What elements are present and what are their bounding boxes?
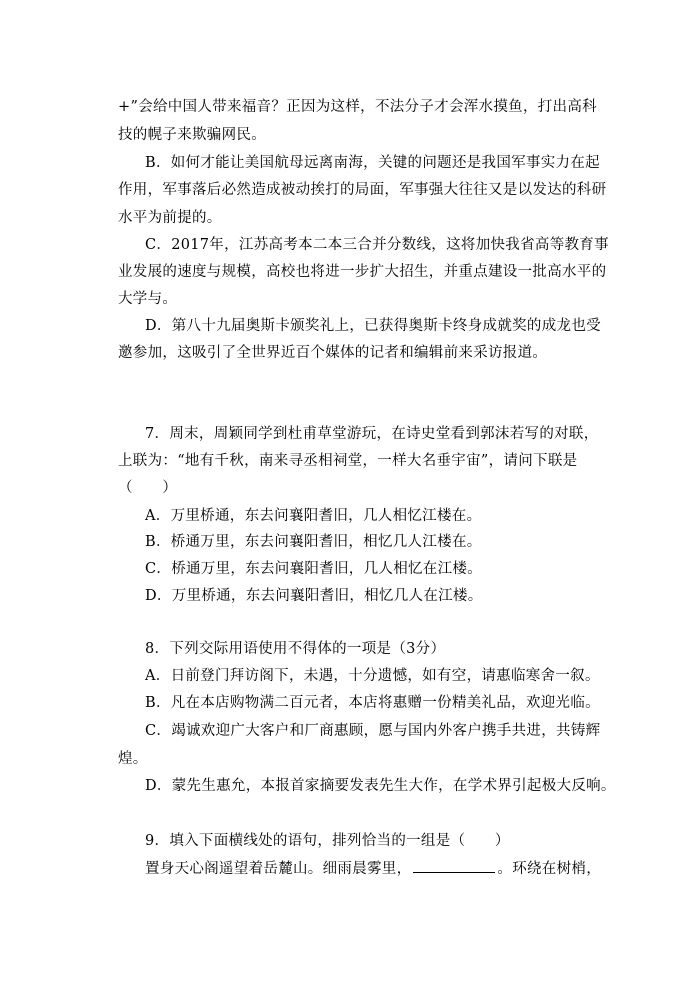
q8-option-d: D．蒙先生惠允，本报首家摘要发表先生大作，在学术界引起极大反响。 [145, 778, 616, 794]
q7-option-c: C．桥通万里，东去问襄阳耆旧，几人相忆在江楼。 [145, 561, 482, 577]
q7-option-a: A．万里桥通，东去问襄阳耆旧，几人相忆江楼在。 [145, 508, 482, 524]
q7-stem-line-2: 上联为：“地有千秋，南来寻丞相祠堂，一样大名垂宇宙”，请问下联是 [118, 453, 578, 469]
q7-answer-bracket: （ ） [118, 480, 178, 496]
q7-option-d: D．万里桥通，东去问襄阳耆旧，相忆几人在江楼。 [145, 588, 483, 604]
q8-option-b: B．凡在本店购物满二百元者，本店将惠赠一份精美礼品，欢迎光临。 [145, 695, 600, 711]
q9-stem: 9．填入下面横线处的语句，排列恰当的一组是（ ） [145, 833, 510, 849]
q8-option-c-line-2: 煌。 [118, 751, 148, 767]
q9-passage-before-blank: 置身天心阁遥望着岳麓山。细雨晨雾里， [145, 861, 412, 877]
q9-fill-blank [413, 858, 495, 873]
q6-option-b-line-1: B．如何才能让美国航母远离南海，关键的问题还是我国军事实力在起 [145, 155, 600, 171]
q8-stem: 8．下列交际用语使用不得体的一项是（3分） [145, 641, 446, 657]
q6-a-tail-line-1: +”会给中国人带来福音？正因为这样，不法分子才会浑水摸鱼，打出高科 [118, 99, 597, 115]
q6-a-tail-line-2: 技的幌子来欺骗网民。 [118, 127, 266, 143]
q8-option-a: A．日前登门拜访阁下，未遇，十分遗憾，如有空，请惠临寒舍一叙。 [145, 668, 600, 684]
q6-option-c-line-3: 大学与。 [118, 291, 178, 307]
q6-option-d-line-1: D．第八十九届奥斯卡颁奖礼上，已获得奥斯卡终身成就奖的成龙也受 [145, 318, 601, 334]
q6-option-d-line-2: 邀参加，这吸引了全世界近百个媒体的记者和编辑前来采访报道。 [118, 345, 548, 361]
q9-passage-line-1 [145, 858, 601, 879]
q6-option-b-line-3: 水平为前提的。 [118, 210, 222, 226]
q6-option-b-line-2: 作用，军事落后必然造成被动挨打的局面，军事强大往往又是以发达的科研 [118, 182, 607, 198]
q9-passage-after-blank: 。环绕在树梢， [497, 861, 602, 877]
q6-option-c-line-1: C．2017年，江苏高考本二本三合并分数线，这将加快我省高等教育事 [145, 237, 609, 253]
q8-option-c-line-1: C．竭诚欢迎广大客户和厂商惠顾，愿与国内外客户携手共进，共铸辉 [145, 723, 601, 739]
q7-stem-line-1: 7．周末，周颖同学到杜甫草堂游玩，在诗史堂看到郭沫若写的对联， [145, 426, 599, 442]
q7-option-b: B．桥通万里，东去问襄阳耆旧，相忆几人江楼在。 [145, 534, 482, 550]
q6-option-c-line-2: 业发展的速度与规模，高校也将进一步扩大招生，并重点建设一批高水平的 [118, 264, 607, 280]
